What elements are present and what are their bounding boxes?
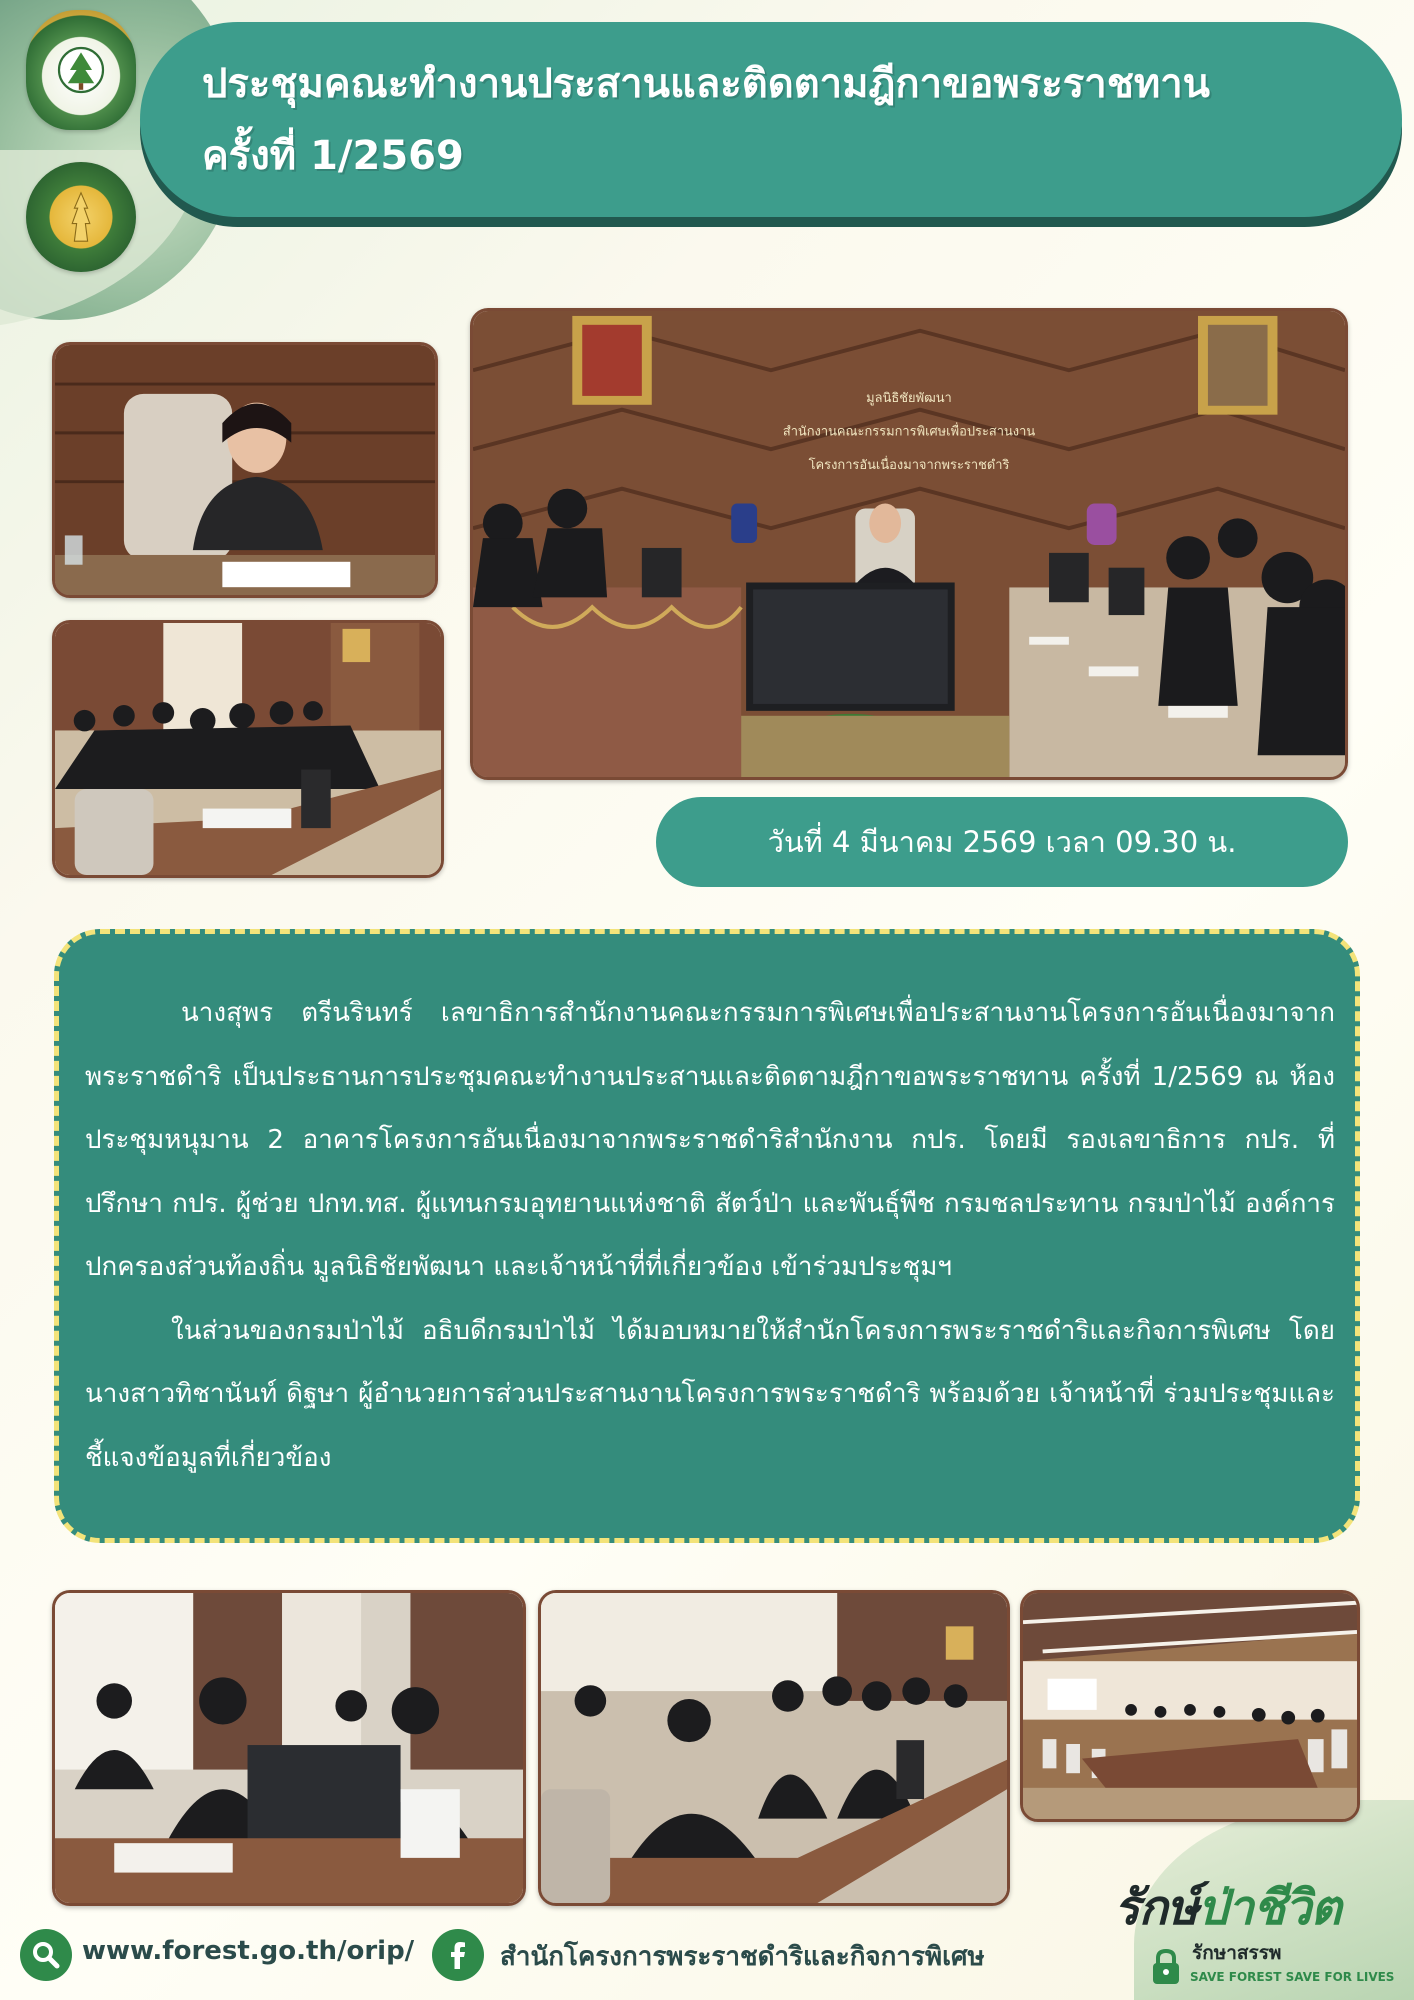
photo-room-overview <box>1020 1590 1360 1822</box>
body-paragraph-1 <box>85 982 1335 1300</box>
logo-word-3: ชีวิต <box>1252 1880 1341 1936</box>
save-forest-logo <box>1110 1870 1410 1995</box>
body-paragraph-2 <box>85 1300 1335 1491</box>
photo-participants-2 <box>538 1590 1010 1906</box>
photo-participants-1 <box>52 1590 526 1906</box>
page-title-line1: ประชุมคณะทำงานประสานและติดตามฎีกาขอพระราชทาน <box>202 60 1211 107</box>
page-title-line2: ครั้งที่ 1/2569 <box>202 132 464 179</box>
logo-wordmark <box>1114 1870 1341 1946</box>
logo-word-2: ป่า <box>1197 1880 1253 1936</box>
forest-deity-icon <box>48 184 114 250</box>
paragraph-1-text: นางสุพร ตรีนรินทร์ เลขาธิการสำนักงานคณะกรรมการพิเศษเพื่อประสานงานโครงการอันเนื่องมาจากพระราชดำริ เป็นประธานการประชุมคณะทำงานประสานและติดตามฎีกาขอพระราชทาน ครั้งที่ 1/2569 ณ ห้องประชุมหนุมาน 2 อาคารโครงการอันเนื่องมาจากพระราชดำริสำนักงาน กปร. โดยมี รองเลขาธิการ กปร. ที่ปรึกษา กปร. ผู้ช่วย ปกท.ทส. ผู้แทนกรมอุทยานแห่งชาติ สัตว์ป่า และพันธุ์พืช กรมชลประทาน กรมป่าไม้ องค์การปกครองส่วนท้องถิ่น มูลนิธิชัยพัฒนา และเจ้าหน้าที่ที่เกี่ยวข้อง เข้าร่วมประชุมฯ <box>85 998 1335 1282</box>
room-sign-line1: มูลนิธิชัยพัฒนา <box>866 390 952 406</box>
photo-meeting-room <box>470 308 1348 780</box>
paragraph-2-text: ในส่วนของกรมป่าไม้ อธิบดีกรมป่าไม้ ได้มอบหมายให้สำนักโครงการพระราชดำริและกิจการพิเศษ โดย นางสาวทิชานันท์ ดิฐษา ผู้อำนวยการส่วนประสานงานโครงการพระราชดำริ พร้อมด้วย เจ้าหน้าที่ ร่วมประชุมและชี้แจงข้อมูลที่เกี่ยวข้อง <box>85 1315 1335 1473</box>
content-box <box>54 929 1360 1543</box>
logo-word-1: รักษ์ <box>1114 1880 1198 1936</box>
room-sign-line3: โครงการอันเนื่องมาจากพระราชดำริ <box>808 457 1010 473</box>
search-icon[interactable] <box>20 1929 72 1981</box>
meeting-date-text: วันที่ 4 มีนาคม 2569 เวลา 09.30 น. <box>767 825 1237 859</box>
website-link[interactable]: www.forest.go.th/orip/ <box>82 1936 415 1966</box>
date-badge <box>656 797 1348 887</box>
forest-department-logo <box>26 162 136 272</box>
facebook-page-link[interactable]: สำนักโครงการพระราชดำริและกิจการพิเศษ <box>500 1942 985 1972</box>
photo-attendees-left <box>52 620 444 878</box>
ministry-emblem-logo <box>26 10 136 130</box>
logo-subtitle: รักษาสรรพ <box>1192 1942 1282 1964</box>
lock-icon <box>1150 1948 1182 1986</box>
room-sign-line2: สำนักงานคณะกรรมการพิเศษเพื่อประสานงาน <box>782 424 1036 440</box>
logo-tagline: SAVE FOREST SAVE FOR LIVES <box>1190 1970 1395 1984</box>
photo-chairperson <box>52 342 438 598</box>
tree-emblem-icon <box>48 34 114 106</box>
title-banner <box>140 22 1402 217</box>
facebook-icon[interactable] <box>432 1929 484 1981</box>
